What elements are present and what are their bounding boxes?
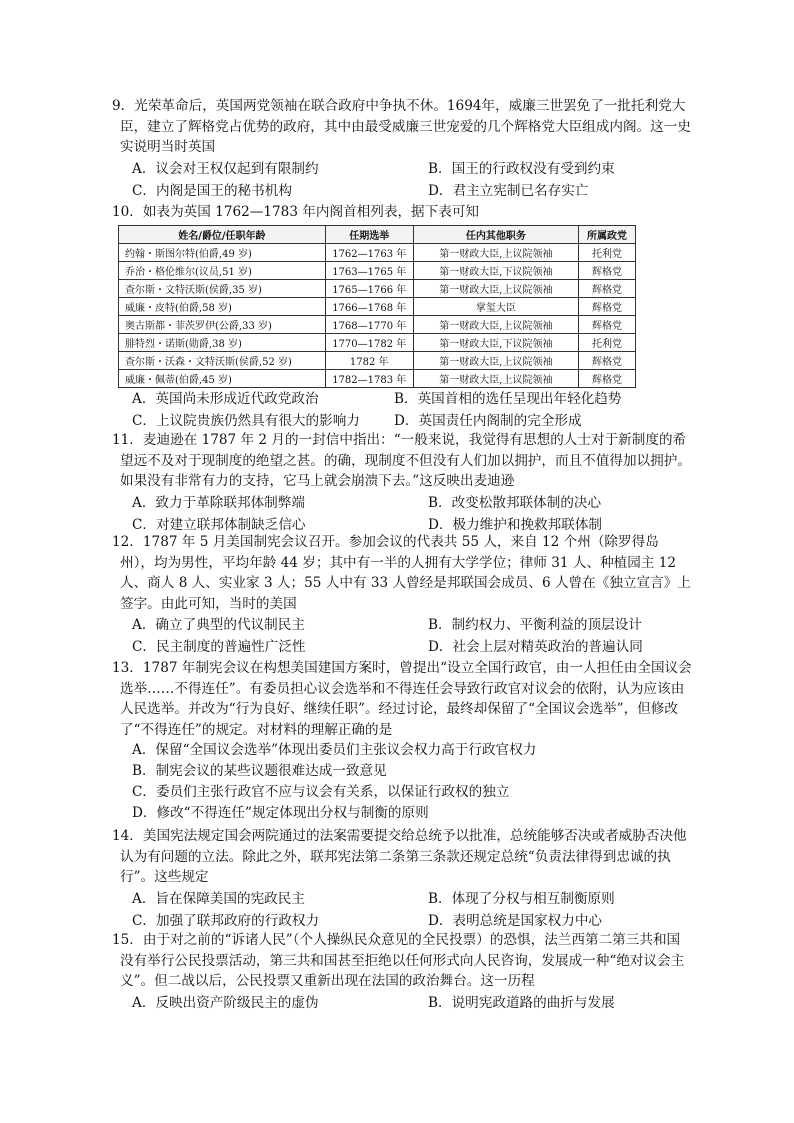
question-stem: 15．由于对之前的“诉诸人民”（个人操纵民众意见的全民投票）的恐惧，法兰西第二第三共和国没有举行公民投票活动，第三共和国甚至拒绝以任何形式向人民咨询，发展成一种“绝对议会主义”。但二战以后，公民投票又重新出现在法国的政治舞台。这一历程 [112, 932, 685, 989]
table-row [119, 352, 636, 370]
table-cell: 查尔斯・文特沃斯(侯爵,35 岁) [119, 280, 326, 298]
option-d: D．表明总统是国家权力中心 [428, 912, 603, 929]
table-cell: 腓特烈・诺斯(勋爵,38 岁) [119, 334, 326, 352]
table-cell: 第一财政大臣,下议院领袖 [413, 334, 578, 352]
table-header: 所属政党 [579, 226, 636, 244]
option-c: C．上议院贵族仍然具有很大的影响力 [132, 413, 360, 429]
table-cell: 辉格党 [579, 370, 636, 388]
table-cell: 托利党 [579, 334, 636, 352]
option-b: B．制约权力、平衡利益的顶层设计 [428, 617, 642, 633]
table-row [119, 298, 636, 316]
table-cell: 奥古斯都・菲茨罗伊(公爵,33 岁) [119, 316, 326, 334]
option-a: A．保留“全国议会选举”体现出委员们主张议会权力高于行政官权力 [132, 742, 537, 758]
table-cell: 掌玺大臣 [413, 298, 578, 316]
option-d: D．君主立宪制已名存实亡 [428, 182, 589, 199]
table-row [119, 334, 636, 352]
table-row [119, 280, 636, 298]
option-c: C．民主制度的普遍性广泛性 [132, 639, 306, 655]
question-13 [112, 658, 692, 824]
question-15 [112, 930, 692, 1014]
option-b: B．说明宪政道路的曲折与发展 [428, 994, 615, 1011]
table-cell: 乔治・格伦维尔(议员,51 岁) [119, 262, 326, 280]
option-a: A．旨在保障美国的宪政民主 [132, 890, 305, 907]
option-a: A．致力于革除联邦体制弊端 [132, 494, 305, 511]
options [132, 740, 692, 824]
table-header: 姓名/爵位/任职年龄 [119, 226, 326, 244]
table-header: 任期选举 [325, 226, 413, 244]
table-row [119, 316, 636, 334]
table-cell: 第一财政大臣,上议院领袖 [413, 316, 578, 334]
option-b: B．英国首相的选任呈现出年轻化趋势 [394, 391, 622, 407]
table-cell: 约翰・斯图尔特(伯爵,49 岁) [119, 244, 326, 262]
table-cell: 1762—1763 年 [325, 244, 413, 262]
table-cell: 1766—1768 年 [325, 298, 413, 316]
table-cell: 威廉・佩蒂(伯爵,45 岁) [119, 370, 326, 388]
table-cell: 辉格党 [579, 352, 636, 370]
option-d: D．英国责任内阁制的完全形成 [394, 413, 582, 429]
table-cell: 第一财政大臣,下议院领袖 [413, 262, 578, 280]
question-stem: 11．麦迪逊在 1787 年 2 月的一封信中指出：“一般来说，我觉得有思想的人士对于新制度的希望远不及对于现制度的绝望之甚。的确，现制度不但没有人们加以拥护，而且不值得加以拥护。如果没有非常有力的支持，它马上就会崩溃下去。”这反映出麦迪逊 [112, 432, 691, 489]
option-c: C．内阁是国王的秘书机构 [132, 182, 292, 199]
options [132, 888, 692, 932]
question-stem: 9．光荣革命后，英国两党领袖在联合政府中争执不休。1694年，威廉三世罢免了一批托利党大臣，建立了辉格党占优势的政府，其中由最受威廉三世宠爱的几个辉格党大臣组成内阁。这一史实说明当时英国 [112, 98, 691, 155]
options [132, 614, 692, 658]
table-cell: 1782—1783 年 [325, 370, 413, 388]
question-12 [112, 532, 692, 658]
option-d: D．社会上层对精英政治的普遍认同 [428, 639, 643, 655]
table-row [119, 262, 636, 280]
premier-table [118, 225, 636, 388]
option-a: A．反映出资产阶级民主的虚伪 [132, 994, 319, 1011]
option-a: A．确立了典型的代议制民主 [132, 617, 305, 633]
question-stem: 12．1787 年 5 月美国制宪会议召开。参加会议的代表共 55 人，来自 12 个州（除罗得岛州），均为男性，平均年龄 44 岁；其中有一半的人拥有大学学位；律师 31 人、种植园主 12 人、商人 8 人、实业家 3 人；55 人中有 33 人曾经是邦联国会成员、6 人曾在《独立宣言》上签字。由此可知，当时的美国 [112, 534, 691, 612]
table-cell: 辉格党 [579, 316, 636, 334]
question-stem: 10．如表为英国 1762—1783 年内阁首相列表，据下表可知 [112, 204, 480, 220]
table-cell: 1768—1770 年 [325, 316, 413, 334]
table-cell: 第一财政大臣,上议院领袖 [413, 370, 578, 388]
table-cell: 第一财政大臣,上议院领袖 [413, 244, 578, 262]
question-10 [112, 202, 692, 223]
options [132, 992, 692, 1014]
table-cell: 威廉・皮特(伯爵,58 岁) [119, 298, 326, 316]
table-cell: 托利党 [579, 244, 636, 262]
table-row [119, 244, 636, 262]
options [132, 158, 692, 202]
table-header-row [119, 226, 636, 244]
option-c: C．对建立联邦体制缺乏信心 [132, 516, 306, 533]
table-cell: 辉格党 [579, 262, 636, 280]
option-c: C．加强了联邦政府的行政权力 [132, 912, 320, 929]
table-cell: 查尔斯・沃森・文特沃斯(侯爵,52 岁) [119, 352, 326, 370]
question-stem: 13．1787 年制宪会议在构想美国建国方案时，曾提出“设立全国行政官，由一人担任由全国议会选举……不得连任”。有委员担心议会选举和不得连任会导致行政官对议会的依附，认为应该由人民选举。并改为“行为良好、继续任职”。经过讨论，最终却保留了“全国议会选举”，但修改了“不得连任”的规定。对材料的理解正确的是 [112, 660, 692, 738]
options [132, 388, 692, 432]
table-cell: 第一财政大臣,上议院领袖 [413, 352, 578, 370]
table-cell: 1765—1766 年 [325, 280, 413, 298]
table-cell: 第一财政大臣,上议院领袖 [413, 280, 578, 298]
table-header: 任内其他职务 [413, 226, 578, 244]
option-d: D．极力维护和挽救邦联体制 [428, 516, 603, 533]
option-b: B．国王的行政权没有受到约束 [428, 160, 615, 177]
table-cell: 辉格党 [579, 280, 636, 298]
option-d: D．修改“不得连任”规定体现出分权与制衡的原则 [132, 805, 429, 821]
table-cell: 1770—1782 年 [325, 334, 413, 352]
option-a: A．英国尚未形成近代政党政治 [132, 391, 319, 407]
option-a: A．议会对王权仅起到有限制约 [132, 160, 319, 177]
table-cell: 辉格党 [579, 298, 636, 316]
question-stem: 14．美国宪法规定国会两院通过的法案需要提交给总统予以批准，总统能够否决或者威胁否决他认为有问题的立法。除此之外，联邦宪法第二条第三条款还规定总统“负责法律得到忠诚的执行”。这些规定 [112, 828, 687, 885]
question-11 [112, 430, 692, 536]
option-b: B．改变松散邦联体制的决心 [428, 494, 602, 511]
options [132, 492, 692, 536]
option-b: B．制宪会议的某些议题很难达成一致意见 [132, 763, 387, 779]
question-10-options [112, 388, 692, 432]
option-b: B．体现了分权与相互制衡原则 [428, 890, 615, 907]
table-cell: 1763—1765 年 [325, 262, 413, 280]
question-14 [112, 826, 692, 932]
option-c: C．委员们主张行政官不应与议会有关系，以保证行政权的独立 [132, 784, 510, 800]
table-cell: 1782 年 [325, 352, 413, 370]
question-9 [112, 96, 692, 202]
table-row [119, 370, 636, 388]
